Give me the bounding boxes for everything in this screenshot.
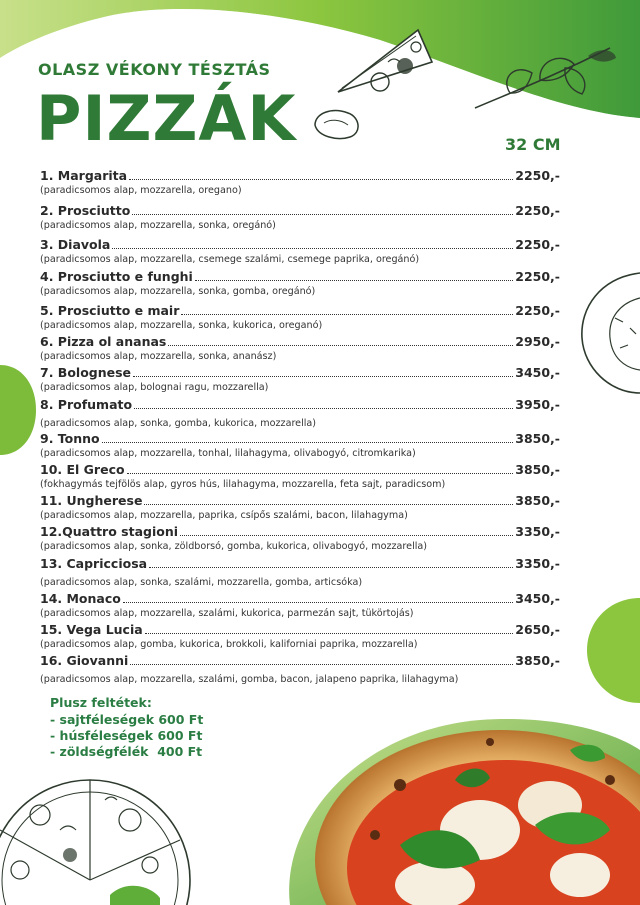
item-description: (paradicsomos alap, sonka, zöldborsó, gomba, kukorica, olivabogyó, mozzarella)	[40, 541, 428, 552]
item-name: 10. El Greco	[40, 462, 125, 477]
dot-leader	[149, 559, 513, 568]
garlic-sketch-icon	[310, 105, 365, 145]
item-description: (paradicsomos alap, sonka, gomba, kukorica, mozzarella)	[40, 418, 317, 429]
item-price: 3450,-	[515, 591, 560, 606]
left-green-circle	[0, 365, 36, 455]
item-price: 2250,-	[515, 203, 560, 218]
item-description: (paradicsomos alap, mozzarella, tonhal, lilahagyma, olivabogyó, citromkarika)	[40, 448, 416, 459]
pizza-slice-sketch-icon	[330, 22, 440, 102]
menu-item	[40, 462, 560, 490]
menu-item	[40, 269, 560, 297]
item-description: (paradicsomos alap, mozzarella, oregano)	[40, 185, 242, 196]
extra-toppings	[50, 695, 203, 760]
menu-subtitle: OLASZ VÉKONY TÉSZTÁS	[38, 60, 271, 79]
dot-leader	[134, 400, 513, 409]
dot-leader	[180, 527, 513, 536]
item-description: (paradicsomos alap, mozzarella, sonka, oregánó)	[40, 220, 276, 231]
item-name: 13. Capricciosa	[40, 556, 148, 571]
item-price: 2950,-	[515, 334, 560, 349]
item-name: 15. Vega Lucia	[40, 622, 143, 637]
item-description: (paradicsomos alap, bolognai ragu, mozzarella)	[40, 382, 269, 393]
item-price: 2650,-	[515, 622, 560, 637]
extras-line-vegetable: - zöldségfélék 400 Ft	[50, 744, 203, 759]
item-name: 7. Bolognese	[40, 365, 132, 380]
dot-leader	[195, 272, 513, 281]
menu-item	[40, 591, 560, 619]
dot-leader	[129, 171, 513, 180]
dot-leader	[127, 465, 514, 474]
item-description: (paradicsomos alap, sonka, szalámi, mozzarella, gomba, articsóka)	[40, 577, 363, 588]
menu-item	[40, 203, 560, 231]
item-name: 5. Prosciutto e mair	[40, 303, 180, 318]
menu-item	[40, 397, 560, 429]
item-name: 6. Pizza ol ananas	[40, 334, 167, 349]
item-price: 3350,-	[515, 556, 560, 571]
item-name: 9. Tonno	[40, 431, 100, 446]
item-description: (paradicsomos alap, mozzarella, szalámi, kukorica, parmezán sajt, tükörtojás)	[40, 608, 414, 619]
menu-item	[40, 622, 560, 650]
dot-leader	[112, 240, 513, 249]
dot-leader	[102, 434, 514, 443]
item-price: 3450,-	[515, 365, 560, 380]
extras-line-cheese: - sajtféleségek 600 Ft	[50, 712, 204, 727]
menu-item	[40, 524, 560, 552]
dot-leader	[130, 656, 513, 665]
basil-sketch-icon	[470, 38, 620, 118]
item-description: (paradicsomos alap, mozzarella, sonka, ananász)	[40, 351, 277, 362]
item-description: (fokhagymás tejfölös alap, gyros hús, lilahagyma, mozzarella, feta sajt, paradicsom)	[40, 479, 446, 490]
item-price: 3350,-	[515, 524, 560, 539]
item-name: 12.Quattro stagioni	[40, 524, 179, 539]
item-price: 3850,-	[515, 431, 560, 446]
item-name: 4. Prosciutto e funghi	[40, 269, 193, 284]
menu-item	[40, 431, 560, 459]
dot-leader	[132, 206, 513, 215]
item-name: 11. Ungherese	[40, 493, 143, 508]
menu-item	[40, 237, 560, 265]
dot-leader	[144, 496, 513, 505]
item-price: 2250,-	[515, 168, 560, 183]
item-price: 2250,-	[515, 303, 560, 318]
item-description: (paradicsomos alap, mozzarella, sonka, kukorica, oreganó)	[40, 320, 323, 331]
extras-title: Plusz feltétek:	[50, 695, 152, 710]
item-price: 2250,-	[515, 269, 560, 284]
item-price: 3850,-	[515, 493, 560, 508]
menu-item	[40, 334, 560, 362]
menu-item	[40, 303, 560, 331]
item-description: (paradicsomos alap, mozzarella, csemege szalámi, csemege paprika, oregánó)	[40, 254, 420, 265]
item-name: 3. Diavola	[40, 237, 111, 252]
item-price: 3850,-	[515, 653, 560, 668]
pizza-sketch-icon	[0, 770, 200, 905]
extras-line-meat: - húsféleségek 600 Ft	[50, 728, 203, 743]
menu-item	[40, 556, 560, 588]
pizza-size-label: 32 CM	[505, 135, 561, 154]
pizza-photo	[280, 710, 640, 905]
menu-item	[40, 493, 560, 521]
item-name: 1. Margarita	[40, 168, 128, 183]
item-price: 3950,-	[515, 397, 560, 412]
item-description: (paradicsomos alap, mozzarella, paprika, csípős szalámi, bacon, lilahagyma)	[40, 510, 408, 521]
item-name: 16. Giovanni	[40, 653, 129, 668]
item-price: 2250,-	[515, 237, 560, 252]
item-name: 2. Prosciutto	[40, 203, 131, 218]
dot-leader	[123, 594, 513, 603]
menu-item	[40, 168, 560, 196]
page-title: PIZZÁK	[36, 82, 297, 155]
menu-item	[40, 653, 560, 685]
right-green-circle	[587, 598, 640, 703]
item-description: (paradicsomos alap, mozzarella, sonka, gomba, oregánó)	[40, 286, 316, 297]
item-price: 3850,-	[515, 462, 560, 477]
item-description: (paradicsomos alap, gomba, kukorica, brokkoli, kaliforniai paprika, mozzarella)	[40, 639, 418, 650]
dot-leader	[145, 625, 514, 634]
dot-leader	[181, 306, 513, 315]
item-name: 8. Profumato	[40, 397, 133, 412]
item-name: 14. Monaco	[40, 591, 121, 606]
tomato-sketch-icon	[580, 268, 640, 398]
item-description: (paradicsomos alap, mozzarella, szalámi, gomba, bacon, jalapeno paprika, lilahagyma)	[40, 674, 459, 685]
dot-leader	[133, 368, 513, 377]
dot-leader	[168, 337, 513, 346]
menu-item	[40, 365, 560, 393]
